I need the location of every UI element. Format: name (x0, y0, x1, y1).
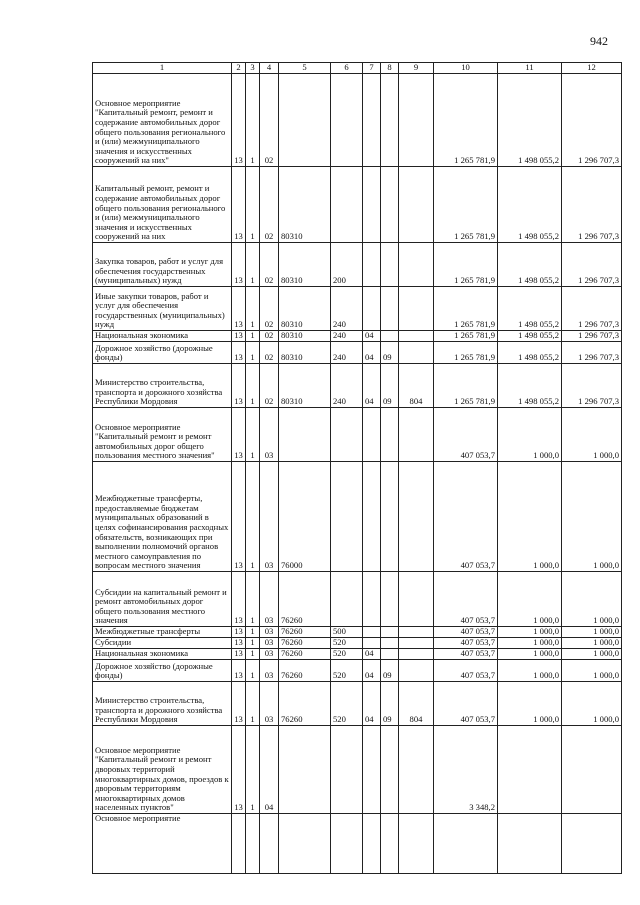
row-cell (562, 814, 622, 874)
table-row (93, 167, 622, 243)
row-cell: 407 053,7 (434, 638, 498, 649)
table-row (93, 342, 622, 364)
row-cell: 1 (246, 287, 260, 331)
row-cell (381, 243, 399, 287)
row-cell (498, 726, 562, 814)
row-cell: 09 (381, 682, 399, 726)
row-cell: 240 (331, 287, 363, 331)
row-cell: 200 (331, 243, 363, 287)
row-cell: 03 (260, 649, 279, 660)
row-cell: 1 498 055,2 (498, 287, 562, 331)
row-cell (399, 74, 434, 167)
row-cell: 76260 (279, 649, 331, 660)
row-cell (399, 627, 434, 638)
row-cell: 02 (260, 342, 279, 364)
row-cell: 1 (246, 364, 260, 408)
row-cell (279, 814, 331, 874)
row-cell: 804 (399, 682, 434, 726)
column-header: 3 (246, 63, 260, 74)
column-header: 9 (399, 63, 434, 74)
column-header: 8 (381, 63, 399, 74)
row-cell: 1 498 055,2 (498, 74, 562, 167)
row-cell: 1 498 055,2 (498, 243, 562, 287)
row-cell: 240 (331, 331, 363, 342)
row-cell: 76260 (279, 660, 331, 682)
row-cell: 13 (232, 167, 246, 243)
row-cell: 1 000,0 (562, 638, 622, 649)
row-cell: 407 053,7 (434, 408, 498, 462)
column-header: 4 (260, 63, 279, 74)
table-row (93, 814, 622, 874)
table-row (93, 243, 622, 287)
row-cell: 1 (246, 660, 260, 682)
row-cell (363, 167, 381, 243)
row-cell: 04 (260, 726, 279, 814)
row-cell (399, 243, 434, 287)
row-cell: 04 (363, 364, 381, 408)
row-cell (399, 408, 434, 462)
row-cell (331, 462, 363, 572)
row-cell: 13 (232, 243, 246, 287)
row-cell (331, 167, 363, 243)
row-cell: 1 000,0 (562, 682, 622, 726)
row-cell (399, 660, 434, 682)
row-cell: 1 000,0 (498, 682, 562, 726)
row-cell: 1 296 707,3 (562, 331, 622, 342)
row-name-cell: Дорожное хозяйство (дорожные фонды) (93, 660, 232, 682)
row-name-cell: Основное мероприятие "Капитальный ремонт и ремонт дворовых территорий многоквартирных домов, проездов к дворовым территориям многоквартирных домов населенных пунктов" (93, 726, 232, 814)
row-cell: 80310 (279, 342, 331, 364)
row-cell (381, 331, 399, 342)
row-cell: 04 (363, 660, 381, 682)
row-cell: 09 (381, 364, 399, 408)
page-number: 942 (590, 34, 608, 48)
row-cell: 80310 (279, 364, 331, 408)
row-cell (381, 649, 399, 660)
row-cell: 13 (232, 649, 246, 660)
row-cell (399, 638, 434, 649)
row-cell (381, 627, 399, 638)
row-cell (399, 572, 434, 627)
row-cell (381, 462, 399, 572)
row-cell (331, 814, 363, 874)
row-name-cell: Министерство строительства, транспорта и дорожного хозяйства Республики Мордовия (93, 682, 232, 726)
row-cell (246, 814, 260, 874)
table-row (93, 462, 622, 572)
column-header: 10 (434, 63, 498, 74)
row-cell: 1 (246, 572, 260, 627)
row-cell: 520 (331, 649, 363, 660)
row-cell (562, 726, 622, 814)
row-name-cell: Министерство строительства, транспорта и дорожного хозяйства Республики Мордовия (93, 364, 232, 408)
row-cell: 13 (232, 638, 246, 649)
row-cell: 1 000,0 (562, 462, 622, 572)
row-cell (363, 287, 381, 331)
table-row (93, 649, 622, 660)
row-cell: 1 265 781,9 (434, 342, 498, 364)
row-cell: 02 (260, 167, 279, 243)
row-cell: 1 498 055,2 (498, 331, 562, 342)
column-header: 6 (331, 63, 363, 74)
row-cell: 407 053,7 (434, 649, 498, 660)
row-cell: 04 (363, 649, 381, 660)
row-cell: 1 (246, 462, 260, 572)
row-cell: 13 (232, 462, 246, 572)
row-cell: 13 (232, 74, 246, 167)
row-cell: 1 (246, 638, 260, 649)
row-cell: 1 (246, 74, 260, 167)
row-cell: 04 (363, 342, 381, 364)
row-cell (498, 814, 562, 874)
row-cell (363, 243, 381, 287)
row-cell: 03 (260, 638, 279, 649)
row-cell: 1 296 707,3 (562, 74, 622, 167)
row-cell: 02 (260, 74, 279, 167)
row-cell: 500 (331, 627, 363, 638)
row-cell: 04 (363, 331, 381, 342)
row-cell (399, 726, 434, 814)
row-cell (381, 287, 399, 331)
row-cell (363, 726, 381, 814)
row-name-cell: Национальная экономика (93, 331, 232, 342)
row-cell (381, 74, 399, 167)
table-row (93, 408, 622, 462)
row-name-cell: Закупка товаров, работ и услуг для обеспечения государственных (муниципальных) нужд (93, 243, 232, 287)
row-cell: 76000 (279, 462, 331, 572)
row-cell: 1 (246, 167, 260, 243)
row-name-cell: Иные закупки товаров, работ и услуг для обеспечения государственных (муниципальных) нужд (93, 287, 232, 331)
row-cell: 03 (260, 408, 279, 462)
row-cell: 13 (232, 287, 246, 331)
row-cell: 1 296 707,3 (562, 243, 622, 287)
table-row (93, 572, 622, 627)
row-cell (399, 167, 434, 243)
column-header: 12 (562, 63, 622, 74)
row-cell: 407 053,7 (434, 682, 498, 726)
row-cell: 13 (232, 682, 246, 726)
row-cell: 02 (260, 243, 279, 287)
row-cell: 13 (232, 408, 246, 462)
table-row (93, 331, 622, 342)
row-cell: 1 296 707,3 (562, 167, 622, 243)
row-cell: 1 000,0 (562, 572, 622, 627)
row-cell (260, 814, 279, 874)
row-cell: 09 (381, 342, 399, 364)
row-cell: 1 (246, 331, 260, 342)
budget-table (92, 62, 622, 874)
row-cell: 1 000,0 (562, 408, 622, 462)
table-row (93, 682, 622, 726)
row-cell (381, 814, 399, 874)
row-cell: 1 296 707,3 (562, 342, 622, 364)
row-cell: 80310 (279, 287, 331, 331)
column-header: 2 (232, 63, 246, 74)
row-cell: 76260 (279, 627, 331, 638)
row-cell: 02 (260, 331, 279, 342)
row-cell (331, 726, 363, 814)
row-cell (381, 408, 399, 462)
row-cell: 04 (363, 682, 381, 726)
row-cell: 03 (260, 627, 279, 638)
row-cell: 240 (331, 364, 363, 408)
row-cell: 1 265 781,9 (434, 74, 498, 167)
row-cell (381, 572, 399, 627)
row-cell: 520 (331, 682, 363, 726)
row-name-cell: Капитальный ремонт, ремонт и содержание автомобильных дорог общего пользования регионального и (или) межмуниципального значения и искусственных сооружений на них (93, 167, 232, 243)
row-cell (381, 726, 399, 814)
row-name-cell: Основное мероприятие "Капитальный ремонт и ремонт автомобильных дорог общего пользования местного значения" (93, 408, 232, 462)
row-cell (399, 462, 434, 572)
row-cell: 407 053,7 (434, 572, 498, 627)
row-cell: 1 000,0 (562, 660, 622, 682)
row-cell: 1 498 055,2 (498, 167, 562, 243)
row-name-cell: Основное мероприятие (93, 814, 232, 874)
row-cell: 407 053,7 (434, 627, 498, 638)
row-cell: 1 498 055,2 (498, 342, 562, 364)
row-name-cell: Субсидии на капитальный ремонт и ремонт автомобильных дорог общего пользования местного значения (93, 572, 232, 627)
row-cell: 80310 (279, 167, 331, 243)
row-cell: 13 (232, 627, 246, 638)
column-header: 1 (93, 63, 232, 74)
row-cell: 1 (246, 408, 260, 462)
row-cell (399, 814, 434, 874)
row-cell: 76260 (279, 572, 331, 627)
row-cell (363, 814, 381, 874)
table-row (93, 638, 622, 649)
row-cell: 13 (232, 364, 246, 408)
row-name-cell: Национальная экономика (93, 649, 232, 660)
row-cell: 1 265 781,9 (434, 287, 498, 331)
row-cell (399, 287, 434, 331)
row-name-cell: Межбюджетные трансферты (93, 627, 232, 638)
row-cell: 1 000,0 (498, 462, 562, 572)
header-row (93, 63, 622, 74)
row-cell (381, 638, 399, 649)
row-cell: 03 (260, 682, 279, 726)
row-cell: 03 (260, 572, 279, 627)
row-cell (381, 167, 399, 243)
row-cell (331, 572, 363, 627)
row-cell: 520 (331, 660, 363, 682)
table-row (93, 364, 622, 408)
row-cell: 09 (381, 660, 399, 682)
row-cell: 3 348,2 (434, 726, 498, 814)
table-row (93, 726, 622, 814)
row-cell: 1 000,0 (498, 408, 562, 462)
row-cell: 13 (232, 660, 246, 682)
table-row (93, 627, 622, 638)
row-cell (363, 408, 381, 462)
row-cell: 1 265 781,9 (434, 331, 498, 342)
row-cell (363, 74, 381, 167)
row-cell: 1 (246, 243, 260, 287)
row-cell (363, 627, 381, 638)
row-cell: 240 (331, 342, 363, 364)
row-cell: 13 (232, 342, 246, 364)
table-row (93, 74, 622, 167)
row-cell: 1 000,0 (498, 638, 562, 649)
row-cell: 520 (331, 638, 363, 649)
row-cell: 1 000,0 (562, 627, 622, 638)
row-cell: 02 (260, 364, 279, 408)
table-row (93, 287, 622, 331)
row-cell (232, 814, 246, 874)
column-header: 5 (279, 63, 331, 74)
row-cell: 1 265 781,9 (434, 364, 498, 408)
row-cell: 1 (246, 682, 260, 726)
row-cell: 804 (399, 364, 434, 408)
row-cell: 80310 (279, 331, 331, 342)
row-cell (279, 74, 331, 167)
row-cell: 1 000,0 (498, 627, 562, 638)
row-cell: 1 000,0 (562, 649, 622, 660)
row-cell (363, 462, 381, 572)
row-cell (331, 408, 363, 462)
row-cell: 76260 (279, 682, 331, 726)
row-cell: 1 265 781,9 (434, 243, 498, 287)
row-cell (363, 638, 381, 649)
row-cell (399, 331, 434, 342)
row-cell: 1 296 707,3 (562, 364, 622, 408)
column-header: 7 (363, 63, 381, 74)
row-cell (399, 342, 434, 364)
row-cell: 1 265 781,9 (434, 167, 498, 243)
row-cell: 407 053,7 (434, 462, 498, 572)
row-cell: 02 (260, 287, 279, 331)
row-cell: 03 (260, 462, 279, 572)
row-cell: 1 000,0 (498, 649, 562, 660)
row-cell: 1 (246, 726, 260, 814)
table-body (93, 74, 622, 874)
row-cell: 1 (246, 342, 260, 364)
row-cell: 1 (246, 649, 260, 660)
row-cell: 1 000,0 (498, 572, 562, 627)
row-cell: 1 000,0 (498, 660, 562, 682)
row-cell: 13 (232, 572, 246, 627)
row-cell (279, 408, 331, 462)
row-cell: 80310 (279, 243, 331, 287)
row-name-cell: Межбюджетные трансферты, предоставляемые бюджетам муниципальных образований в целях софинансирования расходных обязательств, возникающих при выполнении полномочий органов местного самоуправления по вопросам местного значения (93, 462, 232, 572)
row-cell: 1 296 707,3 (562, 287, 622, 331)
row-cell (331, 74, 363, 167)
row-cell (434, 814, 498, 874)
row-cell: 1 (246, 627, 260, 638)
row-cell: 13 (232, 726, 246, 814)
row-cell (399, 649, 434, 660)
row-name-cell: Дорожное хозяйство (дорожные фонды) (93, 342, 232, 364)
row-cell (363, 572, 381, 627)
table-row (93, 660, 622, 682)
column-header: 11 (498, 63, 562, 74)
row-cell (279, 726, 331, 814)
row-cell: 1 498 055,2 (498, 364, 562, 408)
row-cell: 03 (260, 660, 279, 682)
row-cell: 407 053,7 (434, 660, 498, 682)
row-cell: 76260 (279, 638, 331, 649)
row-cell: 13 (232, 331, 246, 342)
row-name-cell: Субсидии (93, 638, 232, 649)
row-name-cell: Основное мероприятие "Капитальный ремонт, ремонт и содержание автомобильных дорог общего пользования регионального и (или) межмуниципального значения и искусственных сооружений на них" (93, 74, 232, 167)
